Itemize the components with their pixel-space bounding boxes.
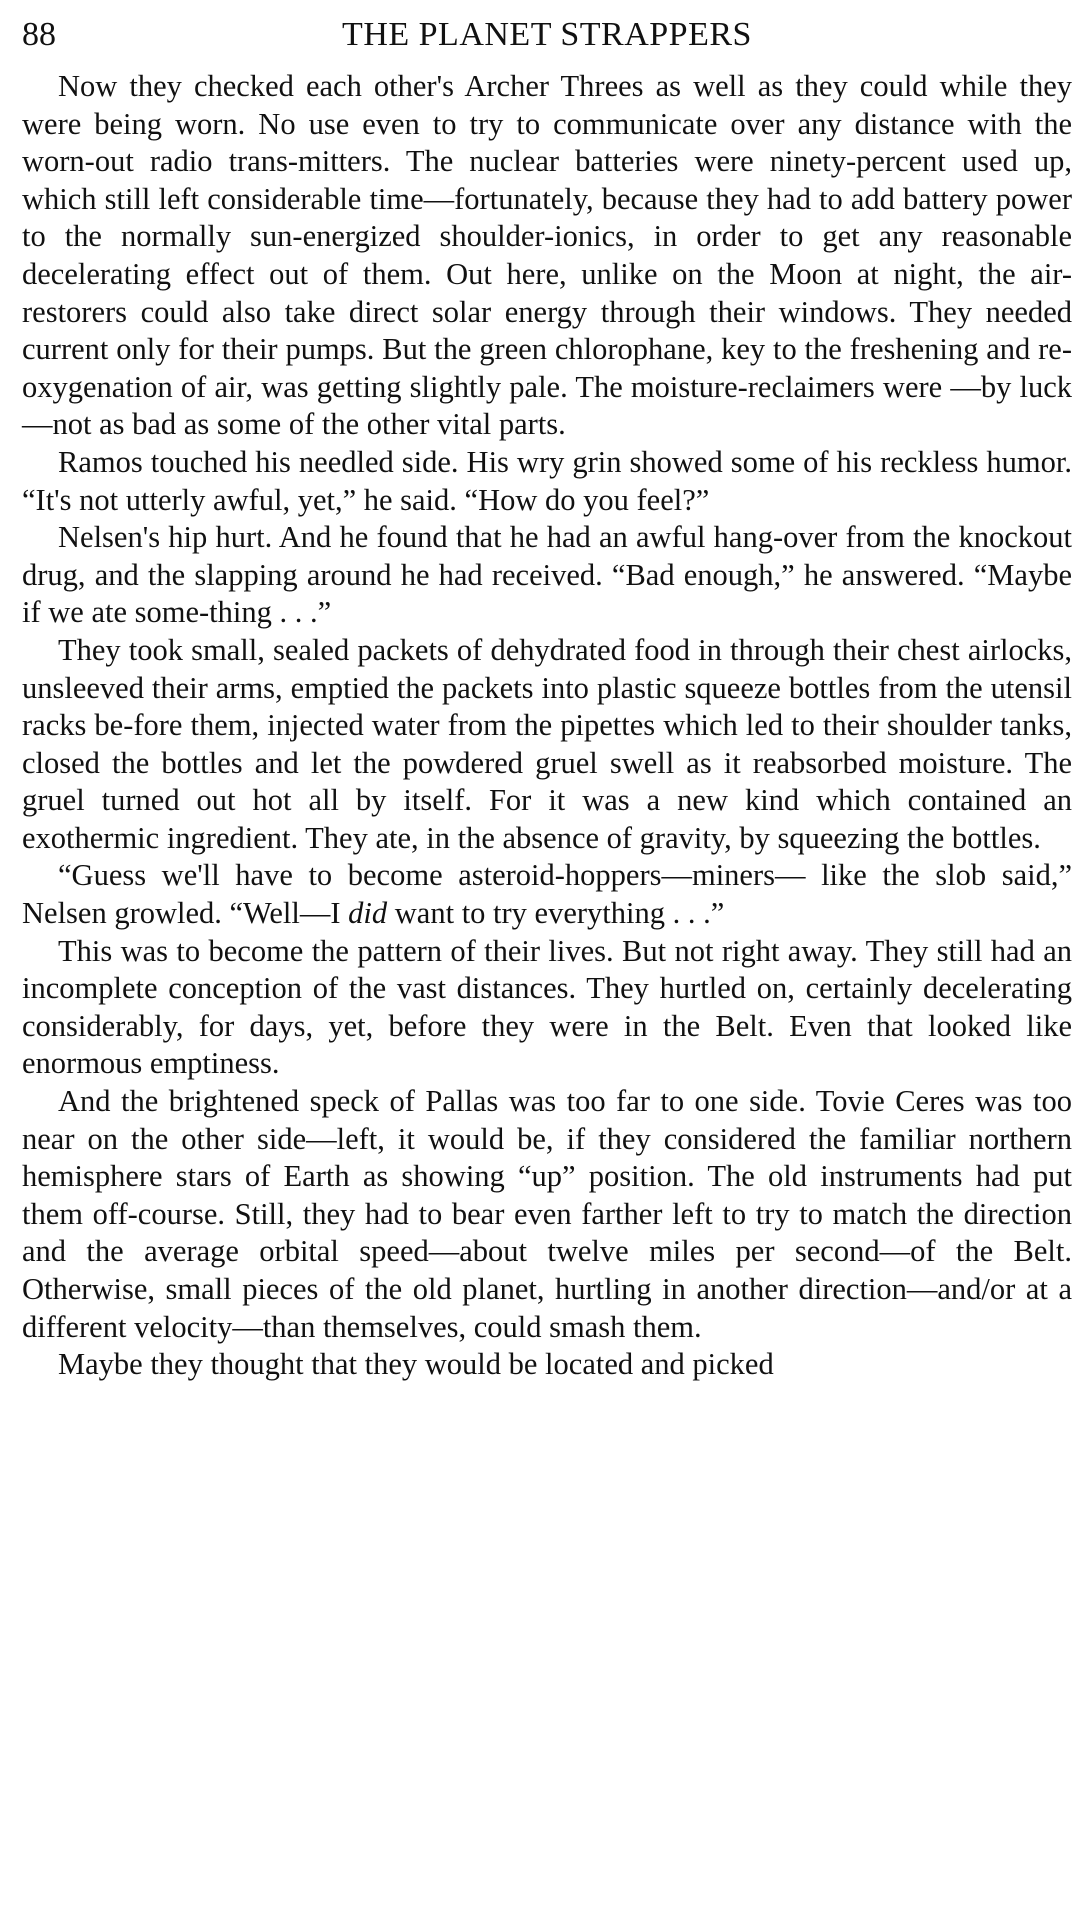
paragraph — [22, 857, 1072, 932]
paragraph: Maybe they thought that they would be located and picked — [58, 1347, 774, 1382]
page-header — [22, 10, 1072, 60]
page-number: 88 — [22, 16, 56, 53]
paragraph-text: “Guess we'll have to become asteroid-hoppers—miners— like the slob said,” Nelsen growled. “Well—I — [22, 858, 1072, 931]
running-title: THE PLANET STRAPPERS — [342, 16, 752, 53]
paragraph-text: want to try everything . . .” — [387, 896, 725, 931]
emphasized-word: did — [348, 896, 388, 931]
paragraph: Now they checked each other's Archer Threes as well as they could while they were being worn. No use even to try to communicate over any distance with the worn-out radio trans-mitters. The nuclear batteries were ninety-percent used up, which still left considerable time—fortunately, because they had to add battery power to the normally sun-energized shoulder-ionics, in order to get any reasonable decelerating effect out of them. Out here, unlike on the Moon at night, the air-restorers could also take direct solar energy through their windows. They needed current only for their pumps. But the green chlorophane, key to the freshening and re-oxygenation of air, was getting slightly pale. The moisture-reclaimers were —by luck—not as bad as some of the other vital parts. — [22, 69, 1072, 442]
body-text — [22, 68, 1072, 1384]
paragraph: This was to become the pattern of their lives. But not right away. They still had an incomplete conception of the vast distances. They hurtled on, certainly decelerating considerably, for days, yet, before they were in the Belt. Even that looked like enormous emptiness. — [22, 933, 1072, 1081]
book-page — [22, 10, 1072, 1384]
paragraph: And the brightened speck of Pallas was too far to one side. Tovie Ceres was too near on the other side—left, it would be, if they considered the familiar northern hemisphere stars of Earth as showing “up” position. The old instruments had put them off-course. Still, they had to bear even farther left to try to match the direction and the average orbital speed—about twelve miles per second—of the Belt. Otherwise, small pieces of the old planet, hurtling in another direction—and/or at a different velocity—than themselves, could smash them. — [22, 1084, 1072, 1344]
paragraph: They took small, sealed packets of dehydrated food in through their chest airlocks, unsleeved their arms, emptied the packets into plastic squeeze bottles from the utensil racks be-fore them, injected water from the pipettes which led to their shoulder tanks, closed the bottles and let the powdered gruel swell as it reabsorbed moisture. The gruel turned out hot all by itself. For it was a new kind which contained an exothermic ingredient. They ate, in the absence of gravity, by squeezing the bottles. — [22, 632, 1072, 855]
paragraph: Nelsen's hip hurt. And he found that he had an awful hang-over from the knockout drug, and the slapping around he had received. “Bad enough,” he answered. “Maybe if we ate some-thing . . .” — [22, 520, 1072, 630]
paragraph: Ramos touched his needled side. His wry grin showed some of his reckless humor. “It's not utterly awful, yet,” he said. “How do you feel?” — [22, 444, 1072, 517]
